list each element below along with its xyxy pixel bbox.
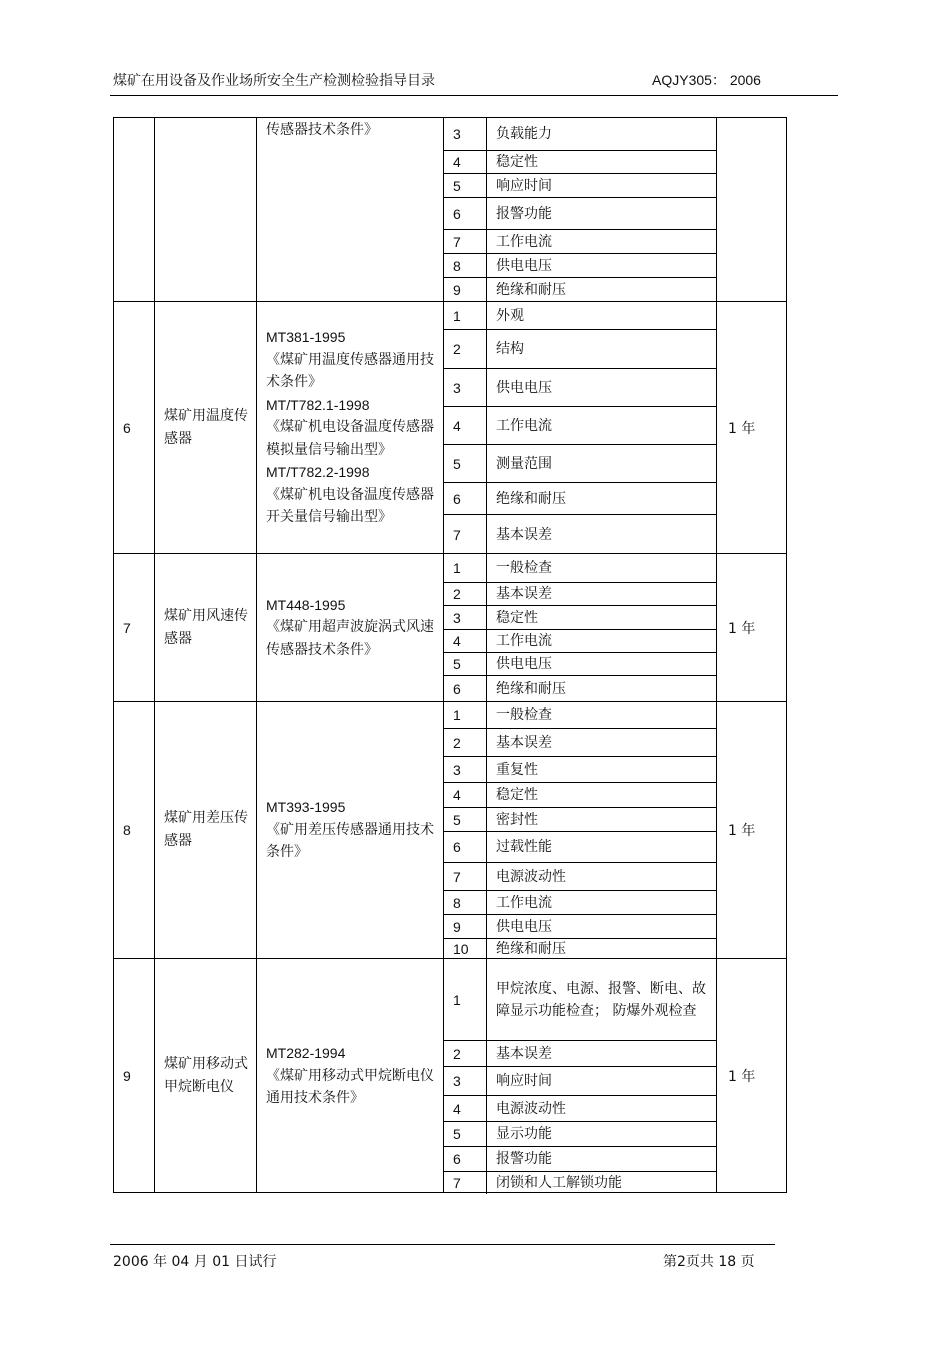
inspection-cycle: 1 年 <box>728 420 756 437</box>
table-row-group <box>114 301 786 553</box>
inspection-item-text: 显示功能 <box>496 1126 552 1142</box>
standard-lines <box>266 326 437 529</box>
standard-lines <box>266 1042 437 1110</box>
inspection-item-number: 6 <box>444 1147 487 1171</box>
inspection-item-row <box>444 483 717 515</box>
inspection-item-text: 重复性 <box>496 761 538 778</box>
device-name <box>155 118 257 301</box>
inspection-item-text: 供电电压 <box>496 918 552 935</box>
inspection-item-row <box>444 1096 717 1122</box>
inspection-item-text: 测量范围 <box>496 455 552 472</box>
inspection-item-row <box>444 653 717 676</box>
inspection-item-number: 7 <box>444 515 487 554</box>
standard-title: 传感器技术条件》 <box>266 122 378 138</box>
inspection-item-row <box>444 554 717 583</box>
inspection-item-number: 6 <box>444 198 487 229</box>
inspection-table <box>113 117 787 1193</box>
item-number: 9 <box>114 959 155 1193</box>
table-row-group <box>114 118 786 301</box>
standard-code: MT/T782.2-1998 <box>266 464 370 481</box>
inspection-item-number: 5 <box>444 653 487 675</box>
inspection-item-text: 稳定性 <box>496 787 538 803</box>
inspection-item-text: 稳定性 <box>496 609 538 626</box>
inspection-item-row <box>444 330 717 369</box>
standard-code: MT282-1994 <box>266 1045 346 1062</box>
inspection-item-number: 5 <box>444 174 487 197</box>
inspection-item-text: 一般检查 <box>496 707 552 723</box>
inspection-item-number: 3 <box>444 757 487 782</box>
inspection-item-number: 1 <box>444 554 487 582</box>
inspection-item-row <box>444 254 717 278</box>
inspection-item-row <box>444 407 717 445</box>
inspection-item-number: 7 <box>444 1172 487 1194</box>
inspection-item-text: 绝缘和耐压 <box>496 681 566 697</box>
item-number: 7 <box>114 554 155 701</box>
inspection-item-row <box>444 1041 717 1067</box>
inspection-item-row <box>444 445 717 483</box>
inspection-item-text: 甲烷浓度、电源、报警、断电、故障显示功能检查； 防爆外观检查 <box>496 980 706 1019</box>
inspection-item-text: 绝缘和耐压 <box>496 941 566 957</box>
inspection-item-text: 结构 <box>496 341 524 357</box>
inspection-item-row <box>444 959 717 1041</box>
inspection-item-row <box>444 174 717 198</box>
inspection-item-row <box>444 606 717 630</box>
inspection-item-row <box>444 915 717 939</box>
inspection-item-row <box>444 230 717 254</box>
inspection-items <box>444 118 717 301</box>
inspection-item-text: 绝缘和耐压 <box>496 281 566 298</box>
standard-code: MT448-1995 <box>266 596 346 613</box>
inspection-item-row <box>444 676 717 702</box>
inspection-item-number: 2 <box>444 1041 487 1066</box>
inspection-item-row <box>444 891 717 915</box>
inspection-item-text: 基本误差 <box>496 1045 552 1062</box>
inspection-item-row <box>444 832 717 863</box>
inspection-item-number: 6 <box>444 832 487 862</box>
item-number: 6 <box>114 302 155 553</box>
inspection-item-row <box>444 369 717 407</box>
inspection-item-row <box>444 583 717 606</box>
inspection-item-number: 4 <box>444 630 487 652</box>
inspection-item-row <box>444 630 717 653</box>
standard-reference <box>257 702 444 958</box>
device-name: 煤矿用风速传感器 <box>155 554 257 701</box>
inspection-item-row <box>444 1122 717 1147</box>
inspection-item-number: 4 <box>444 151 487 173</box>
inspection-item-number: 3 <box>444 369 487 406</box>
inspection-item-row <box>444 118 717 151</box>
inspection-item-row <box>444 808 717 832</box>
inspection-item-text: 工作电流 <box>496 633 552 649</box>
inspection-item-row <box>444 1147 717 1172</box>
inspection-items <box>444 959 717 1193</box>
standard-lines <box>266 594 437 662</box>
inspection-item-number: 10 <box>444 939 487 959</box>
inspection-item-row <box>444 1172 717 1194</box>
inspection-item-text: 供电电压 <box>496 379 552 396</box>
inspection-item-row <box>444 939 717 959</box>
footer-date: 2006 年 04 月 01 日试行 <box>113 1254 277 1270</box>
inspection-item-row <box>444 302 717 330</box>
inspection-item-row <box>444 783 717 808</box>
inspection-item-row <box>444 198 717 230</box>
inspection-item-number: 1 <box>444 959 487 1040</box>
inspection-item-number: 5 <box>444 1122 487 1146</box>
inspection-item-row <box>444 729 717 757</box>
inspection-item-row <box>444 1067 717 1096</box>
inspection-item-number: 2 <box>444 583 487 605</box>
inspection-item-number: 1 <box>444 702 487 728</box>
inspection-item-text: 基本误差 <box>496 734 552 751</box>
inspection-cycle <box>717 118 786 301</box>
standard-lines <box>266 119 378 142</box>
standard-code: MT393-1995 <box>266 799 346 816</box>
inspection-item-text: 一般检查 <box>496 560 552 576</box>
inspection-item-text: 基本误差 <box>496 586 552 602</box>
inspection-item-text: 工作电流 <box>496 894 552 911</box>
standard-code: MT/T782.1-1998 <box>266 396 370 413</box>
inspection-item-row <box>444 515 717 554</box>
inspection-item-number: 8 <box>444 891 487 914</box>
inspection-item-text: 报警功能 <box>496 205 552 222</box>
standard-title: 《矿用差压传感器通用技术条件》 <box>266 821 434 861</box>
item-number <box>114 118 155 301</box>
item-number: 8 <box>114 702 155 958</box>
footer-page: 第2页共 18 页 <box>663 1254 755 1270</box>
standard-reference <box>257 959 444 1193</box>
standard-reference <box>257 118 444 301</box>
inspection-item-row <box>444 702 717 729</box>
standard-lines <box>266 796 437 864</box>
inspection-item-row <box>444 757 717 783</box>
inspection-item-number: 8 <box>444 254 487 277</box>
inspection-item-row <box>444 151 717 174</box>
device-name: 煤矿用差压传感器 <box>155 702 257 958</box>
inspection-item-number: 2 <box>444 330 487 368</box>
inspection-cycle: 1 年 <box>728 1069 756 1085</box>
table-row-group <box>114 553 786 701</box>
inspection-item-number: 2 <box>444 729 487 756</box>
standard-title: 《煤矿机电设备温度传感器开关量信号输出型》 <box>266 486 434 526</box>
inspection-item-text: 外观 <box>496 307 524 324</box>
inspection-cycle: 1 年 <box>728 823 756 839</box>
inspection-item-number: 9 <box>444 915 487 938</box>
inspection-item-text: 报警功能 <box>496 1151 552 1167</box>
standard-code: MT381-1995 <box>266 329 346 346</box>
inspection-item-text: 响应时间 <box>496 1073 552 1089</box>
inspection-item-number: 4 <box>444 407 487 444</box>
inspection-item-row <box>444 278 717 301</box>
inspection-item-number: 5 <box>444 808 487 831</box>
inspection-item-number: 3 <box>444 1067 487 1095</box>
inspection-item-number: 4 <box>444 783 487 807</box>
inspection-item-number: 7 <box>444 863 487 890</box>
inspection-item-text: 工作电流 <box>496 417 552 434</box>
inspection-items <box>444 702 717 958</box>
inspection-item-number: 1 <box>444 302 487 329</box>
inspection-item-number: 4 <box>444 1096 487 1121</box>
footer-rule <box>110 1244 775 1245</box>
inspection-item-row <box>444 863 717 891</box>
inspection-item-number: 5 <box>444 445 487 482</box>
standard-title: 《煤矿用移动式甲烷断电仪通用技术条件》 <box>266 1067 434 1107</box>
header-rule <box>110 95 838 96</box>
inspection-item-number: 3 <box>444 118 487 150</box>
standard-title: 《煤矿用超声波旋涡式风速传感器技术条件》 <box>266 619 434 658</box>
inspection-item-number: 3 <box>444 606 487 629</box>
inspection-item-text: 密封性 <box>496 811 538 828</box>
inspection-item-number: 6 <box>444 483 487 514</box>
inspection-item-text: 供电电压 <box>496 257 552 274</box>
inspection-cycle: 1 年 <box>728 620 756 637</box>
inspection-item-text: 稳定性 <box>496 154 538 170</box>
standard-title: 《煤矿用温度传感器通用技术条件》 <box>266 351 434 391</box>
device-name: 煤矿用移动式甲烷断电仪 <box>155 959 257 1193</box>
device-name: 煤矿用温度传感器 <box>155 302 257 553</box>
inspection-item-text: 电源波动性 <box>496 868 566 885</box>
inspection-item-number: 6 <box>444 676 487 702</box>
table-row-group <box>114 701 786 958</box>
inspection-item-number: 9 <box>444 278 487 301</box>
header-code: AQJY305： 2006 <box>652 72 761 88</box>
inspection-item-text: 绝缘和耐压 <box>496 490 566 507</box>
inspection-item-text: 基本误差 <box>496 526 552 543</box>
inspection-item-text: 过载性能 <box>496 839 552 855</box>
standard-reference <box>257 554 444 701</box>
inspection-item-text: 供电电压 <box>496 656 552 672</box>
inspection-item-number: 7 <box>444 230 487 253</box>
header-title: 煤矿在用设备及作业场所安全生产检测检验指导目录 <box>113 73 435 89</box>
standard-reference <box>257 302 444 553</box>
inspection-item-text: 闭锁和人工解锁功能 <box>496 1175 622 1191</box>
inspection-item-text: 工作电流 <box>496 233 552 250</box>
inspection-items <box>444 554 717 701</box>
standard-title: 《煤矿机电设备温度传感器模拟量信号输出型》 <box>266 419 434 458</box>
inspection-item-text: 电源波动性 <box>496 1100 566 1117</box>
inspection-items <box>444 302 717 553</box>
table-row-group <box>114 958 786 1193</box>
inspection-item-text: 负载能力 <box>496 126 552 142</box>
inspection-item-text: 响应时间 <box>496 177 552 194</box>
